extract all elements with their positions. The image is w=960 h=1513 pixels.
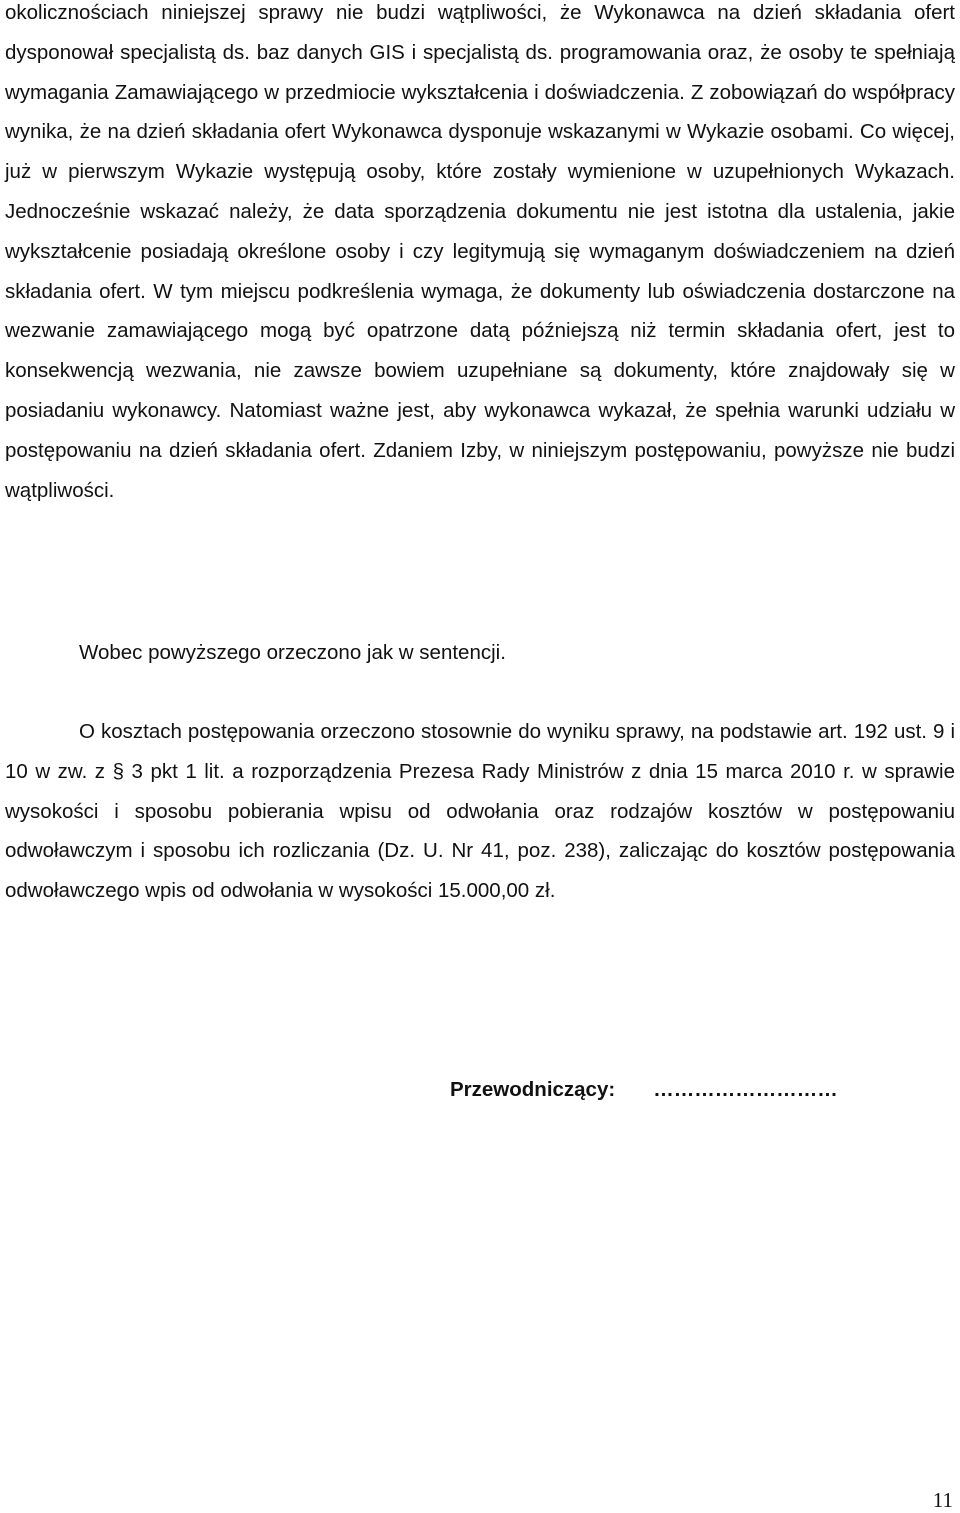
signature-label: Przewodniczący: [450,1078,616,1101]
paragraph-text: Wobec powyższego orzeczono jak w sentencji. [79,641,506,664]
paragraph-text: O kosztach postępowania orzeczono stosownie do wyniku sprawy, na podstawie art. 192 ust. 9 i 10 w zw. z § 3 pkt 1 lit. a rozporządzenia Prezesa Rady Ministrów z dnia 15 marca 2010 r. w sprawie wysokości i sposobu pobierania wpisu od odwołania oraz rodzajów kosztów w postępowaniu odwoławczym i sposobu ich rozliczania (Dz. U. Nr 41, poz. 238), zaliczając do kosztów postępowania odwoławczego wpis od odwołania w wysokości 15.000,00 zł. [5,720,955,903]
paragraph-text: okolicznościach niniejszej sprawy nie budzi wątpliwości, że Wykonawca na dzień składania ofert dysponował specjalistą ds. baz danych GIS i specjalistą ds. programowania oraz, że osoby te spełniają wymagania Zamawiającego w przedmiocie wykształcenia i doświadczenia. Z zobowiązań do współpracy wynika, że na dzień składania ofert Wykonawca dysponuje wskazanymi w Wykazie osobami. Co więcej, już w pierwszym Wykazie występują osoby, które zostały wymienione w uzupełnionych Wykazach. Jednocześnie wskazać należy, że data sporządzenia dokumentu nie jest istotna dla ustalenia, jakie wykształcenie posiadają określone osoby i czy legitymują się wymaganym doświadczeniem na dzień składania ofert. W tym miejscu podkreślenia wymaga, że dokumenty lub oświadczenia dostarczone na wezwanie zamawiającego mogą być opatrzone datą późniejszą niż termin składania ofert, jest to konsekwencją wezwania, nie zawsze bowiem uzupełniane są dokumenty, które znajdowały się w posiadaniu wykonawcy. Natomiast ważne jest, aby wykonawca wykazał, że spełnia warunki udziału w postępowaniu na dzień składania ofert. Zdaniem Izby, w niniejszym postępowaniu, powyższe nie budzi wątpliwości. [5,1,955,502]
page-number: 11 [932,1488,953,1512]
signature-block [450,1072,838,1108]
paragraph-costs [5,712,955,911]
signature-placeholder: ……………………… [653,1078,838,1101]
paragraph-findings [5,0,955,510]
paragraph-conclusion [5,633,955,673]
